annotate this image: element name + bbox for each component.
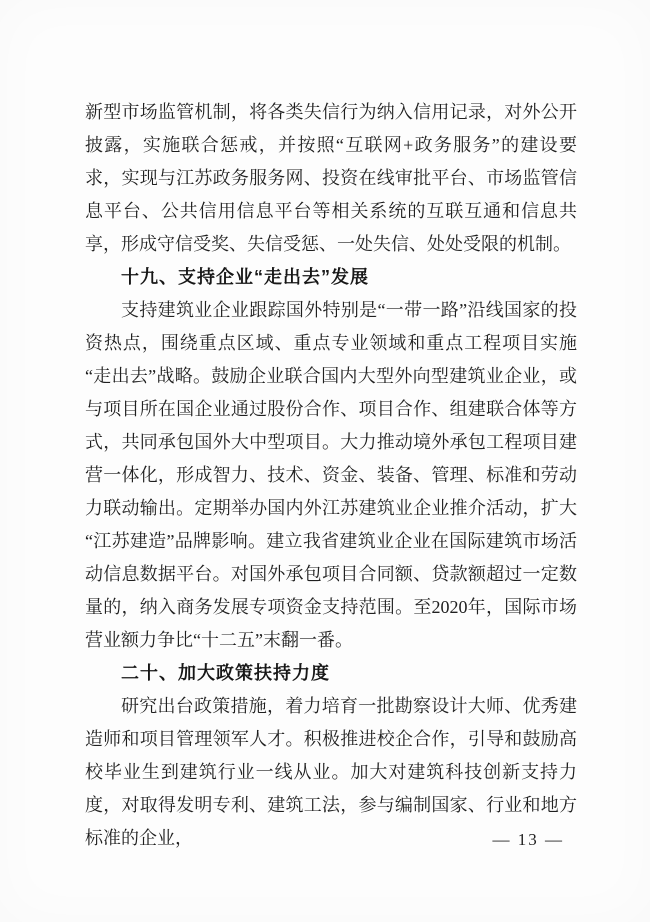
paragraph-continued-from-previous-page: 新型市场监管机制，将各类失信行为纳入信用记录，对外公开披露，实施联合惩戒，并按照“互联网+政务服务”的建设要求，实现与江苏政务服务网、投资在线审批平台、市场监管信息平台、公共信用信息平台等相关系统的互联互通和信息共享，形成守信受奖、失信受惩、一处失信、处处受限的机制。 [85, 102, 577, 254]
paragraph-section-19: 支持建筑业企业跟踪国外特别是“一带一路”沿线国家的投资热点，围绕重点区域、重点专业领域和重点工程项目实施“走出去”战略。鼓励企业联合国内大型外向型建筑业企业，或与项目所在国企业通过股份合作、项目合作、组建联合体等方式，共同承包国外大中型项目。大力推动境外承包工程项目建营一体化，形成智力、技术、资金、装备、管理、标准和劳动力联动输出。定期举办国内外江苏建筑业企业推介活动，扩大“江苏建造”品牌影响。建立我省建筑业企业在国际建筑市场活动信息数据平台。对国外承包项目合同额、贷款额超过一定数量的，纳入商务发展专项资金支持范围。至2020年，国际市场营业额力争比“十二五”末翻一番。 [85, 300, 577, 650]
section-heading-20: 二十、加大政策扶持力度 [121, 663, 330, 683]
section-heading-19: 十九、支持企业“走出去”发展 [121, 267, 369, 287]
page-number: — 13 — [492, 830, 564, 849]
document-body-text [85, 96, 577, 855]
paragraph-section-20: 研究出台政策措施，着力培育一批勘察设计大师、优秀建造师和项目管理领军人才。积极推进校企合作，引导和鼓励高校毕业生到建筑行业一线从业。加大对建筑科技创新支持力度，对取得发明专利、建筑工法，参与编制国家、行业和地方标准的企业， [85, 696, 577, 848]
